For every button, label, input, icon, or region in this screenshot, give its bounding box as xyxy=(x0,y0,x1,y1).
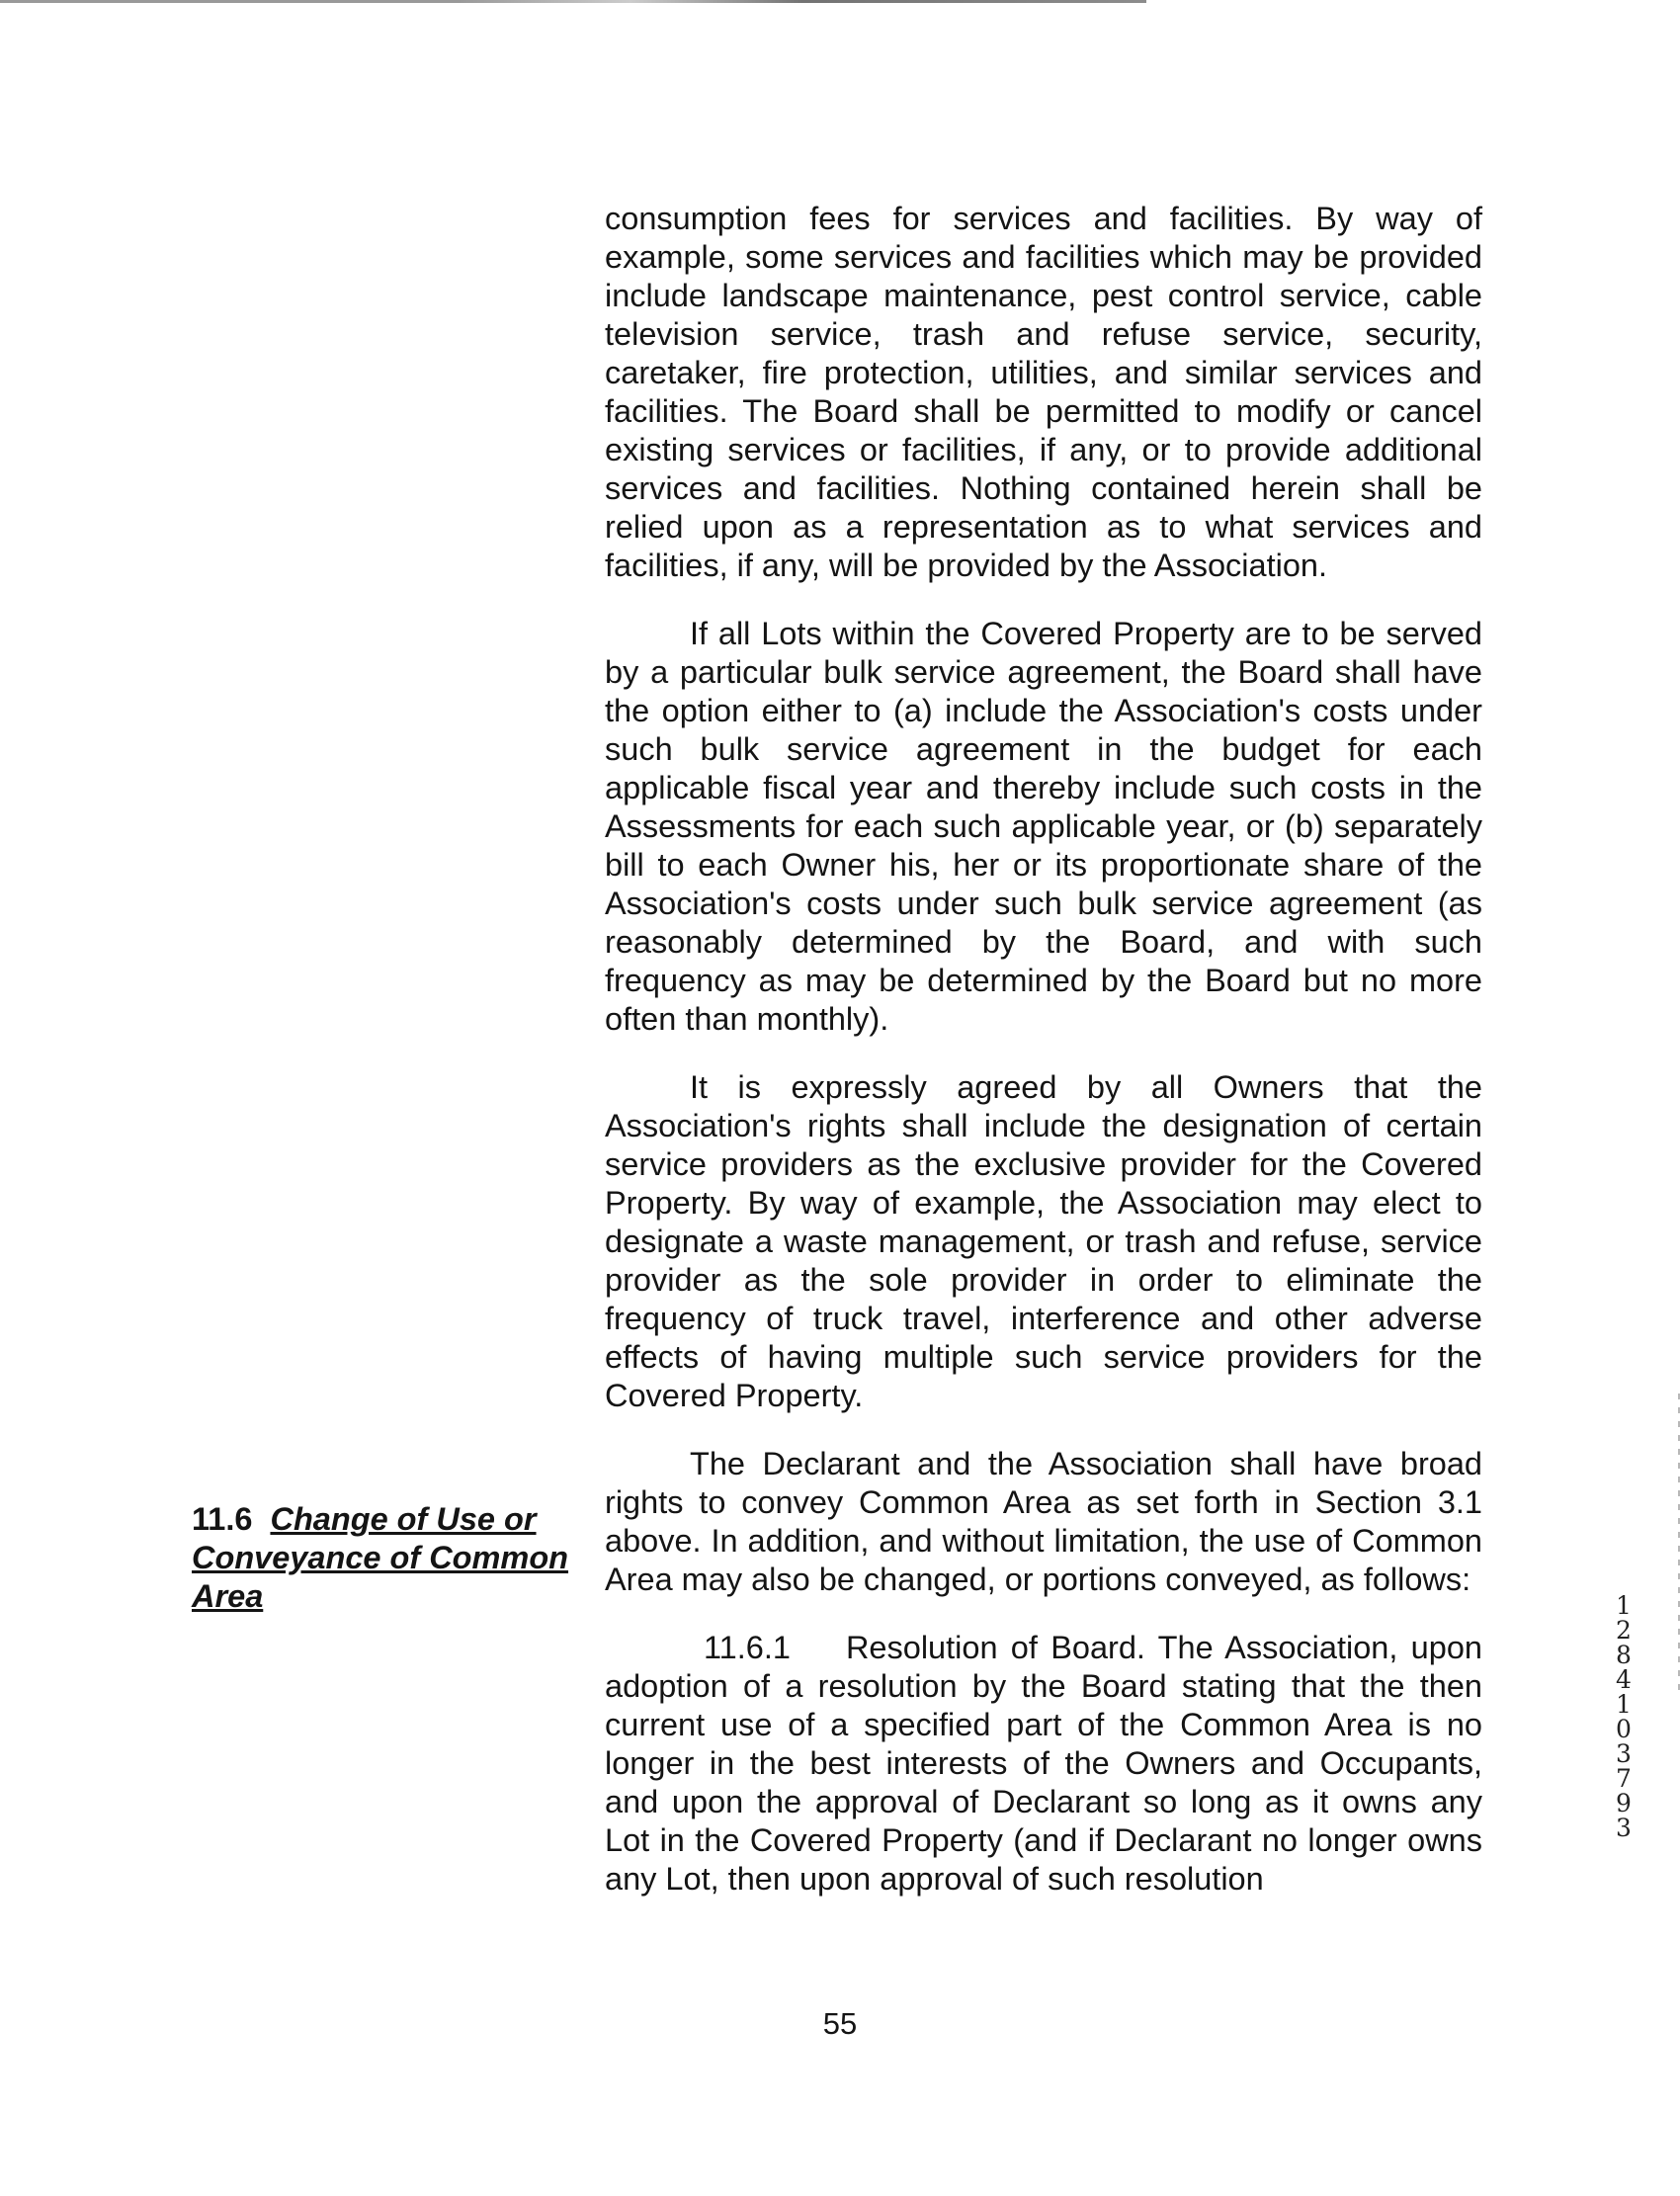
subsection-text: Resolution of Board. The Association, upon adoption of a resolution by the Board stating that the then current use of a specified part of the Common Area is no longer in the best interests of the Owners and Occupants, and upon the approval of Declarant so long as it owns any Lot in the Covered Property (and if Declarant no longer owns any Lot, then upon approval of such resolution xyxy=(605,1630,1482,1897)
subsection-number: 11.6.1 xyxy=(704,1630,791,1665)
body-column xyxy=(605,200,1482,1899)
section-number: 11.6 xyxy=(192,1501,253,1537)
paragraph-services-facilities: consumption fees for services and facilities. By way of example, some services and facilities which may be provided include landscape maintenance, pest control service, cable television service, trash and refuse service, security, caretaker, fire protection, utilities, and similar services and facilities. The Board shall be permitted to modify or cancel existing services or facilities, if any, or to provide additional services and facilities. Nothing contained herein shall be relied upon as a representation as to what services and facilities, if any, will be provided by the Association. xyxy=(605,201,1482,583)
recording-stamp: 12841 03793 xyxy=(1616,1591,1632,1842)
paragraph-bulk-service: If all Lots within the Covered Property are to be served by a particular bulk service agreement, the Board shall have the option either to (a) include the Association's costs under such bulk service agreement in the budget for each applicable fiscal year and thereby include such costs in the Assessments for each such applicable year, or (b) separately bill to each Owner his, her or its proportionate share of the Association's costs under such bulk service agreement (as reasonably determined by the Board, and with such frequency as may be determined by the Board but no more often than monthly). xyxy=(605,616,1482,1037)
subsection-11-6-1 xyxy=(605,1629,1482,1899)
section-heading-11-6 xyxy=(192,1500,607,1616)
scan-edge-line xyxy=(0,0,1146,3)
paragraph-exclusive-provider: It is expressly agreed by all Owners that the Association's rights shall include the designation of certain service providers as the exclusive provider for the Covered Property. By way of example, the Association may elect to designate a waste management, or trash and refuse, service provider as the sole provider in order to eliminate the frequency of truck travel, interference and other adverse effects of having multiple such service providers for the Covered Property. xyxy=(605,1069,1482,1413)
section-title: Change of Use or Conveyance of Common Area xyxy=(192,1501,569,1614)
page-number: 55 xyxy=(822,2006,858,2041)
paragraph-convey-common-area: The Declarant and the Association shall have broad rights to convey Common Area as set forth in Section 3.1 above. In addition, and without limitation, the use of Common Area may also be changed, or portions conveyed, as follows: xyxy=(605,1446,1482,1597)
